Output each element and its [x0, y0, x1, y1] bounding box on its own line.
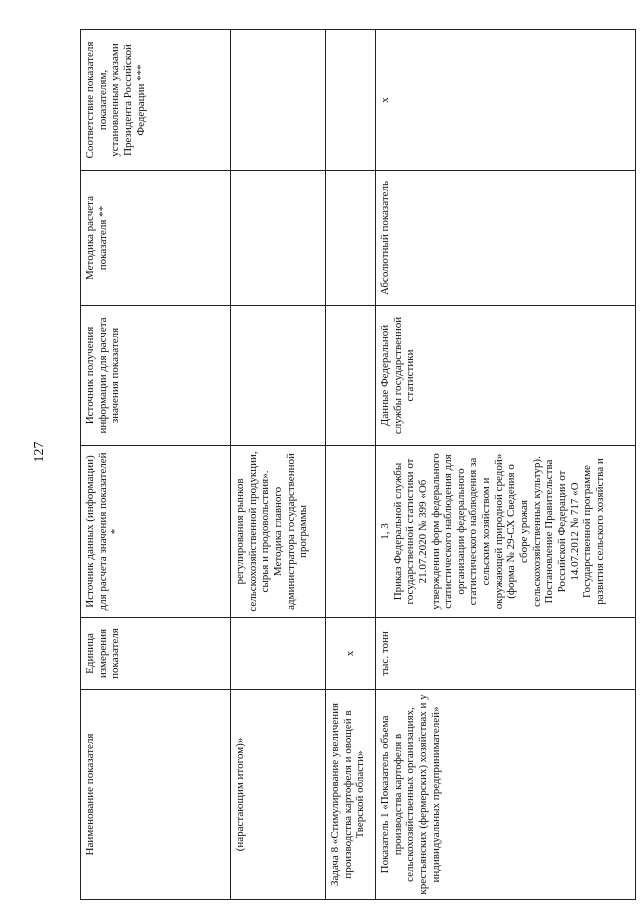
header-correspondence: Соответствие показателя показателям, установленным указами Президента Российской Федерации *** — [81, 30, 231, 171]
table-container — [80, 30, 636, 900]
cell-unit: х — [326, 618, 376, 690]
header-info-source: Источник получения информации для расчета значения показателя — [81, 306, 231, 446]
header-data-source: Источник данных (информации) для расчета значения показателей * — [81, 446, 231, 618]
cell-data-source: регулирования рынков сельскохозяйственной продукции, сырья и продовольствия». Методика главного администратора государственной программы — [231, 446, 326, 618]
cell-name: Задача 8 «Стимулирование увеличения производства картофеля и овощей в Тверской области» — [326, 690, 376, 900]
header-method: Методика расчета показателя ** — [81, 171, 231, 306]
indicators-table — [80, 29, 636, 900]
cell-data-source — [376, 446, 636, 618]
cell-info-source — [231, 306, 326, 446]
cell-name: (нарастающим итогом)» — [231, 690, 326, 900]
cell-correspondence: х — [376, 30, 636, 171]
cell-name: Показатель 1 «Показатель объема производства картофеля в сельскохозяйственных организациях, крестьянских (фермерских) хозяйствах и у индивидуальных предпринимателей» — [376, 690, 636, 900]
cell-method — [231, 171, 326, 306]
table-row — [376, 30, 636, 900]
cell-data-source — [326, 446, 376, 618]
cell-data-source-text: Приказ Федеральной службы государственной статистики от 21.07.2020 № 399 «Об утверждении форм федерального статистического наблюдения для организации федерального статистического наблюдения за сельским хозяйством и окружающей природной средой» (форма № 29-СХ Сведения о сборе урожая сельскохозяйственных культур). Постановление Правительства Российской Федерации от 14.07.2012 № 717 «О Государственной программе развития сельского хозяйства и — [391, 453, 606, 610]
table-row — [231, 30, 326, 900]
cell-unit — [231, 618, 326, 690]
cell-info-source — [326, 306, 376, 446]
header-name: Наименование показателя — [81, 690, 231, 900]
cell-method — [326, 171, 376, 306]
cell-info-source: Данные Федеральной службы государственной статистики — [376, 306, 636, 446]
page-number: 127 — [32, 441, 47, 463]
table-row — [326, 30, 376, 900]
header-unit: Единица измерения показателя — [81, 618, 231, 690]
cell-unit: тыс. тонн — [376, 618, 636, 690]
table-header-row — [81, 30, 231, 900]
cell-correspondence — [231, 30, 326, 171]
cell-method: Абсолютный показатель — [376, 171, 636, 306]
cell-correspondence — [326, 30, 376, 171]
cell-data-source-num: 1, 3 — [379, 523, 391, 540]
rotated-table — [80, 30, 636, 900]
